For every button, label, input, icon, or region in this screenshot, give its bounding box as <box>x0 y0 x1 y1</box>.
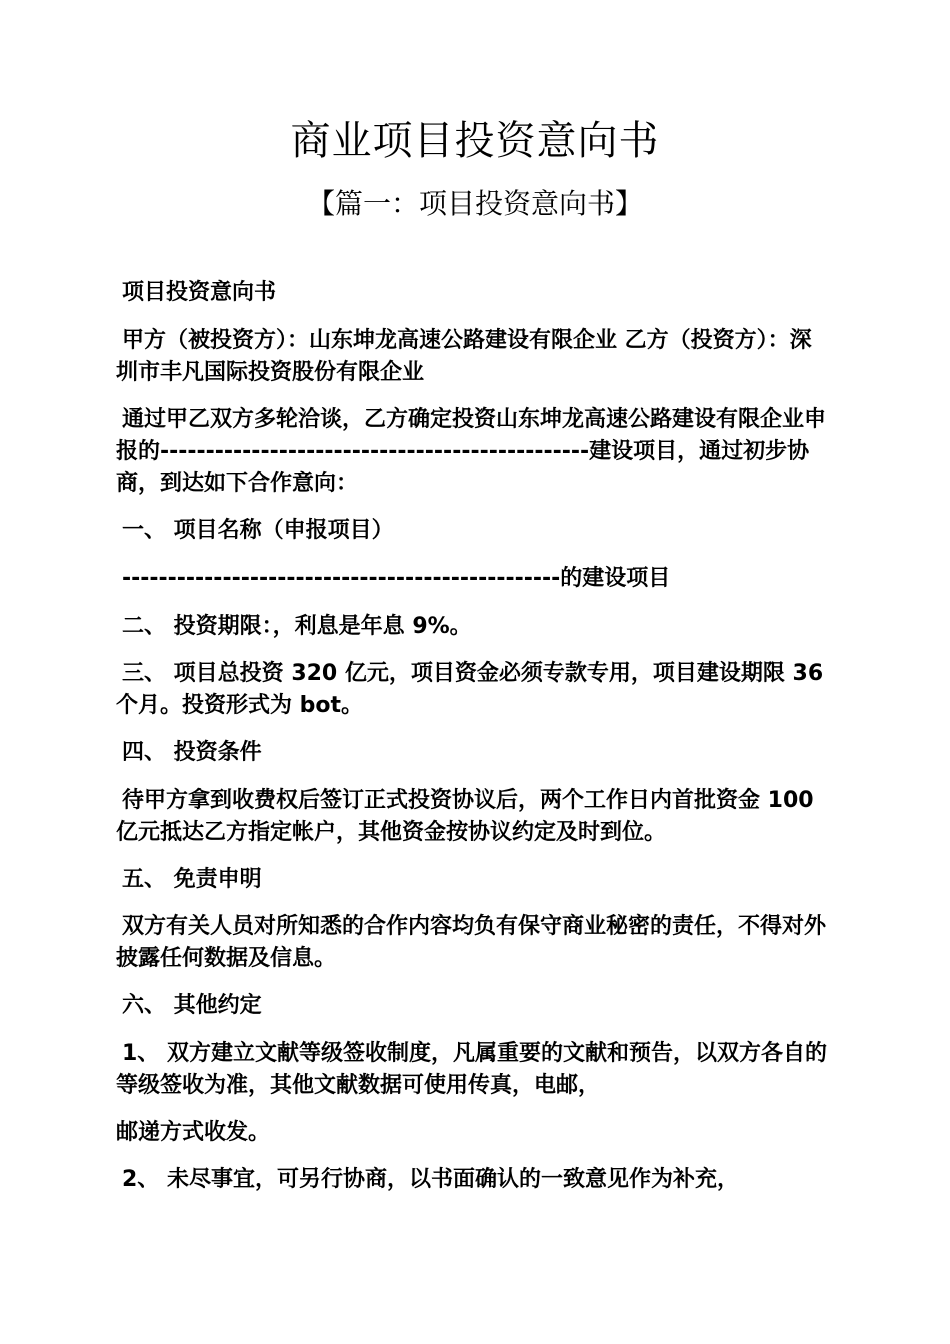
section-1-title: 一、 项目名称（申报项目） <box>122 518 394 543</box>
section-6-item-2: 2、 未尽事宜，可另行协商，以书面确认的一致意见作为补充， <box>122 1167 739 1192</box>
section-6-item-1: 1、 双方建立文献等级签收制度，凡属重要的文献和预告，以双方各自的等级签收为准，其他文献数据可使用传真，电邮， <box>116 1041 827 1098</box>
section-5-body: 双方有关人员对所知悉的合作内容均负有保守商业秘密的责任，不得对外披露任何数据及信息。 <box>116 914 827 971</box>
section-6-title: 六、 其他约定 <box>122 993 262 1018</box>
intro-paragraph: 通过甲乙双方多轮洽谈，乙方确定投资山东坤龙高速公路建设有限企业申报的-----------------------------------------------建设项目，通过初步协商，到达如下合作意向： <box>116 407 827 496</box>
section-5-title: 五、 免责申明 <box>122 867 262 892</box>
document-subtitle: 【篇一：项目投资意向书】 <box>306 187 643 220</box>
section-6-item-1-continued: 邮递方式收发。 <box>116 1120 271 1145</box>
section-2-title: 二、 投资期限：，利息是年息 9%。 <box>122 614 472 639</box>
parties-paragraph: 甲方（被投资方）：山东坤龙高速公路建设有限企业 乙方（投资方）：深圳市丰凡国际投资股份有限企业 <box>116 328 812 385</box>
section-1-body: ------------------------------------------------的建设项目 <box>122 566 671 591</box>
section-heading: 项目投资意向书 <box>122 280 277 305</box>
section-4-title: 四、 投资条件 <box>122 740 262 765</box>
document-title: 商业项目投资意向书 <box>290 118 660 164</box>
section-4-body: 待甲方拿到收费权后签订正式投资协议后，两个工作日内首批资金 100 亿元抵达乙方指定帐户，其他资金按协议约定及时到位。 <box>116 788 814 845</box>
section-3-title: 三、 项目总投资 320 亿元，项目资金必须专款专用，项目建设期限 36 个月。投资形式为 bot。 <box>116 661 824 718</box>
